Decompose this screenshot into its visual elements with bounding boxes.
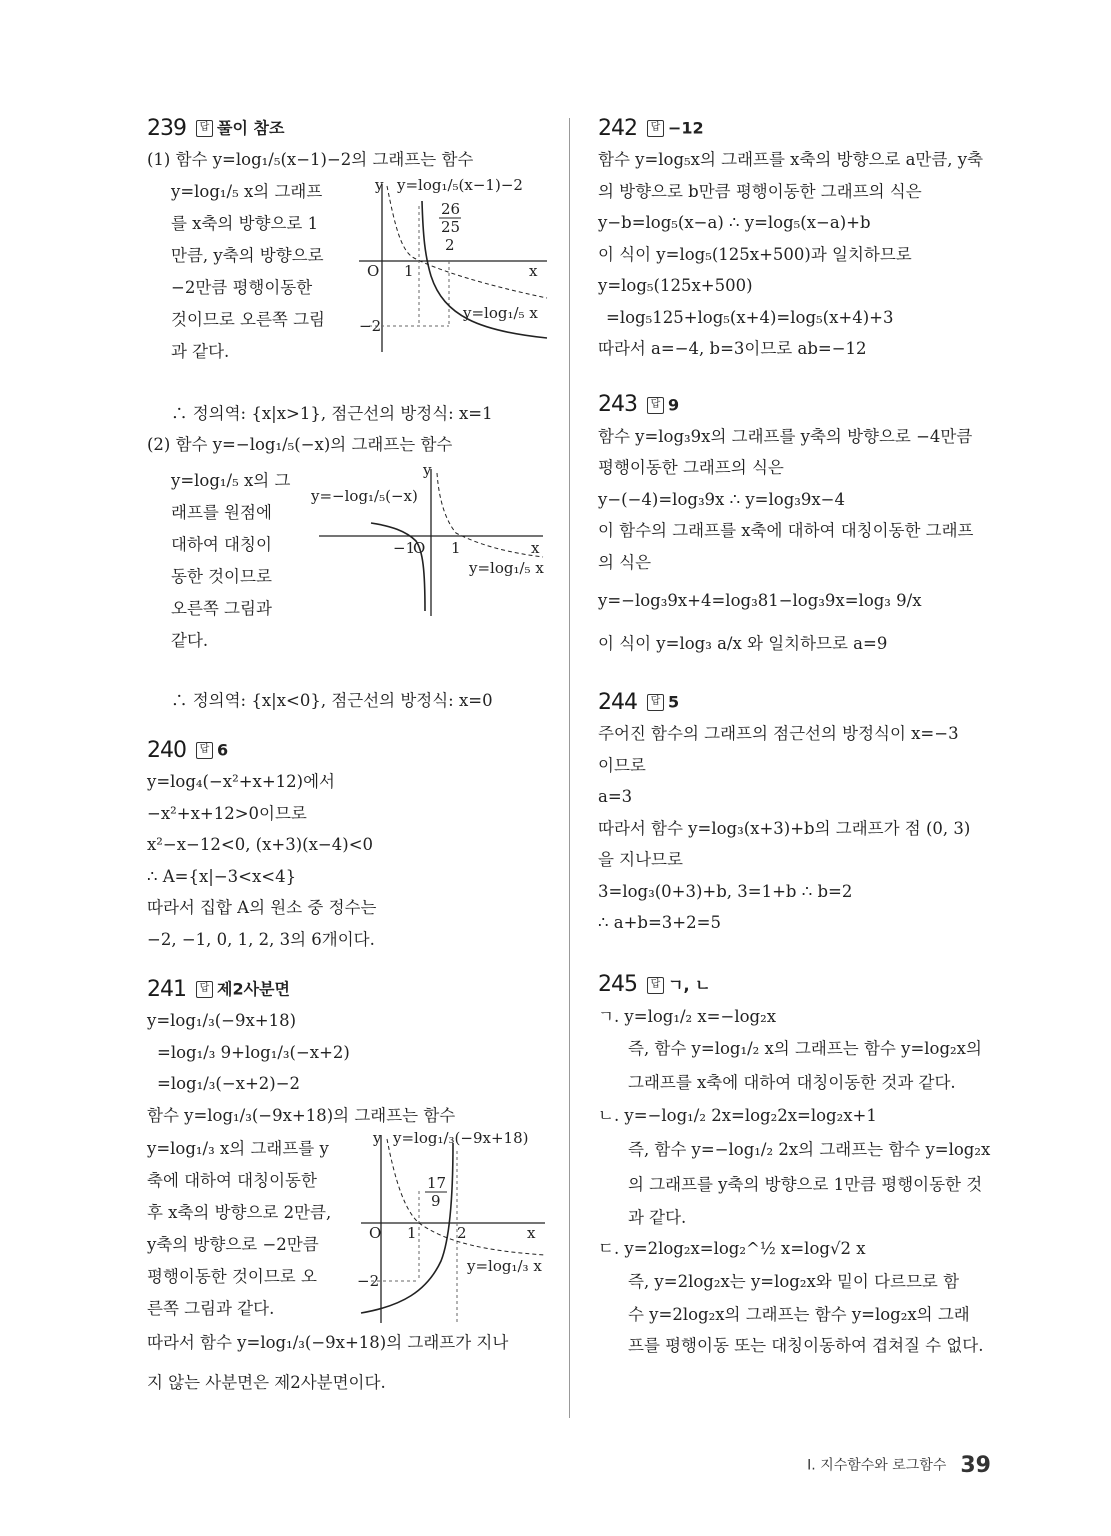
frac-denominator: 9	[431, 1192, 441, 1210]
text-line: 따라서 함수 y=log₃(x+3)+b의 그래프가 점 (0, 3)	[598, 818, 971, 838]
problem-239-part2	[147, 461, 547, 685]
curve-label: y=log₁/₅(x−1)−2	[397, 175, 523, 194]
text-line: y−b=log₅(x−a) ∴ y=log₅(x−a)+b	[598, 213, 871, 232]
text-line: 축에 대하여 대칭이동한	[147, 1171, 317, 1190]
text-line: ㄴ. y=−log₁/₂ 2x=log₂2x=log₂x+1	[598, 1106, 877, 1125]
tick-2: 2	[445, 235, 455, 254]
text-line: y=log₁/₃(−9x+18)	[147, 1011, 297, 1030]
problem-245-header	[598, 969, 998, 1001]
text-line: 후 x축의 방향으로 2만큼,	[147, 1203, 332, 1222]
text-line: 따라서 집합 A의 원소 중 정수는	[147, 898, 377, 917]
problem-number: 245	[598, 972, 637, 997]
tick-2: 2	[457, 1224, 467, 1242]
tick-minus2: −2	[359, 316, 382, 335]
page-footer	[807, 1453, 991, 1478]
text-line: ∴ 정의역: {x|x<0}, 점근선의 방정식: x=0	[171, 690, 493, 710]
tick-1: 1	[407, 1224, 417, 1242]
text-line: −2, −1, 0, 1, 2, 3의 6개이다.	[147, 929, 375, 949]
text-line: 과 같다.	[628, 1207, 687, 1227]
text-line: 지 않는 사분면은 제2사분면이다.	[147, 1372, 386, 1392]
axis-y-label: y	[373, 1131, 382, 1147]
text-line: y=log₁/₃ x의 그래프를 y	[147, 1139, 329, 1158]
text-line: 3=log₃(0+3)+b, 3=1+b ∴ b=2	[598, 881, 853, 901]
text-line: 만큼, y축의 방향으로	[171, 245, 324, 265]
axis-x-label: x	[527, 1224, 536, 1242]
answer-mark-icon: 답	[647, 977, 664, 994]
origin-label: O	[369, 1224, 382, 1242]
problem-242-header	[598, 112, 998, 144]
page-number: 39	[960, 1453, 991, 1478]
text-line: 과 같다.	[171, 341, 230, 361]
origin-label: O	[367, 261, 380, 280]
text-line: 을 지나므로	[598, 850, 683, 869]
text-line: 프를 평행이동 또는 대칭이동하여 겹쳐질 수 없다.	[628, 1336, 984, 1355]
text-line: ∴ A={x|−3<x<4}	[147, 866, 297, 886]
answer-mark-icon: 답	[196, 981, 213, 998]
left-column	[147, 112, 547, 1398]
problem-239-part1	[147, 176, 547, 398]
graph-239-1	[359, 176, 549, 356]
curve-label: y=−log₁/₅(−x)	[311, 486, 418, 505]
text-line: 것이므로 오른쪽 그림	[171, 309, 325, 329]
text-line: y−(−4)=log₃9x ∴ y=log₃9x−4	[598, 489, 846, 509]
problem-241-header	[147, 973, 547, 1005]
text-line: 이 식이 y=log₅(125x+500)과 일치하므로	[598, 244, 912, 264]
text-line: y=log₁/₅ x의 그	[171, 470, 291, 490]
problem-number: 240	[147, 737, 186, 763]
answer-mark-icon: 답	[647, 397, 664, 414]
text-line: 의 방향으로 b만큼 평행이동한 그래프의 식은	[598, 181, 922, 201]
text-line: 즉, 함수 y=−log₁/₂ 2x의 그래프는 함수 y=log₂x	[628, 1139, 991, 1159]
answer-mark-icon: 답	[647, 694, 664, 711]
text-line: 이 식이 y=log₃ a/x 와 일치하므로 a=9	[598, 634, 888, 653]
axis-y-label: y	[375, 175, 384, 194]
column-divider	[569, 118, 570, 1418]
text-line: x²−x−12<0, (x+3)(x−4)<0	[147, 835, 374, 854]
tick-1: 1	[451, 538, 461, 557]
problem-number: 243	[598, 392, 637, 417]
text-line: =log₁/₃ 9+log₁/₃(−x+2)	[157, 1042, 350, 1062]
answer-text: 풀이 참조	[217, 118, 285, 138]
problem-240-header	[147, 734, 547, 766]
graph-241	[357, 1131, 547, 1327]
text-line: 즉, 함수 y=log₁/₂ x의 그래프는 함수 y=log₂x의	[628, 1039, 982, 1058]
answer-text: ㄱ, ㄴ	[668, 975, 711, 994]
tick-minus1: −1	[393, 538, 416, 557]
text-line: ㄷ. y=2log₂x=log₂^½ x=log√2 x	[598, 1239, 866, 1258]
text-line: 함수 y=log₁/₃(−9x+18)의 그래프는 함수	[147, 1105, 456, 1125]
text-line: 의 식은	[598, 552, 652, 572]
text-line: −x²+x+12>0이므로	[147, 803, 307, 823]
text-line: 따라서 a=−4, b=3이므로 ab=−12	[598, 339, 867, 358]
text-line: y=log₅(125x+500)	[598, 276, 753, 295]
text-line: 른쪽 그림과 같다.	[147, 1299, 275, 1318]
problem-number: 242	[598, 115, 637, 141]
text-line: 대하여 대칭이	[171, 534, 272, 554]
text-line: 래프를 원점에	[171, 502, 272, 522]
text-line: 이므로	[598, 755, 646, 775]
text-line: y=−log₃9x+4=log₃81−log₃9x=log₃ 9/x	[598, 591, 922, 610]
text-line: y=log₁/₅ x의 그래프	[171, 181, 323, 201]
answer-mark-icon: 답	[196, 120, 213, 137]
text-line: 주어진 함수의 그래프의 점근선의 방정식이 x=−3	[598, 724, 959, 743]
axis-y-label: y	[423, 460, 432, 479]
frac-denominator: 25	[441, 217, 461, 236]
text-line: (1) 함수 y=log₁/₅(x−1)−2의 그래프는 함수	[147, 150, 474, 169]
text-line: ∴ 정의역: {x|x>1}, 점근선의 방정식: x=1	[171, 403, 493, 423]
text-line: −2만큼 평행이동한	[171, 277, 313, 297]
text-line: y축의 방향으로 −2만큼	[147, 1235, 319, 1254]
text-line: 같다.	[171, 630, 209, 650]
text-line: 이 함수의 그래프를 x축에 대하여 대칭이동한 그래프	[598, 521, 974, 540]
text-line: =log₅125+log₅(x+4)=log₅(x+4)+3	[606, 307, 894, 327]
text-line: 동한 것이므로	[171, 566, 272, 586]
curve-label: y=log₁/₃(−9x+18)	[393, 1131, 529, 1147]
answer-text: −12	[668, 118, 704, 138]
text-line: y=log₄(−x²+x+12)에서	[147, 772, 335, 791]
tick-1: 1	[404, 261, 414, 280]
text-line: ㄱ. y=log₁/₂ x=−log₂x	[598, 1006, 777, 1026]
text-line: 즉, y=2log₂x는 y=log₂x와 밑이 다르므로 함	[628, 1271, 960, 1291]
axis-x-label: x	[531, 538, 540, 557]
frac-numerator: 26	[441, 199, 461, 218]
text-line: ∴ a+b=3+2=5	[598, 913, 721, 932]
origin-label: O	[413, 538, 426, 557]
answer-text: 5	[668, 692, 680, 712]
problem-241-graph-block	[147, 1131, 547, 1327]
curve-label: y=log₁/₅ x	[463, 303, 538, 322]
curve-label: y=log₁/₅ x	[469, 558, 544, 577]
right-column	[598, 112, 998, 1362]
tick-minus2: −2	[357, 1272, 380, 1290]
text-line: 오른쪽 그림과	[171, 598, 272, 618]
frac-numerator: 17	[427, 1174, 447, 1192]
problem-number: 239	[147, 115, 186, 141]
text-line: 함수 y=log₅x의 그래프를 x축의 방향으로 a만큼, y축	[598, 150, 984, 169]
text-line: 의 그래프를 y축의 방향으로 1만큼 평행이동한 것	[628, 1174, 983, 1194]
graph-239-2	[311, 461, 547, 621]
text-line: 평행이동한 것이므로 오	[147, 1267, 317, 1286]
text-line: 수 y=2log₂x의 그래프는 함수 y=log₂x의 그래	[628, 1304, 970, 1324]
answer-text: 제2사분면	[217, 979, 290, 999]
text-line: 따라서 함수 y=log₁/₃(−9x+18)의 그래프가 지나	[147, 1333, 509, 1352]
answer-text: 9	[668, 395, 680, 414]
text-line: a=3	[598, 787, 633, 806]
chapter-title: I. 지수함수와 로그함수	[807, 1457, 947, 1474]
problem-number: 241	[147, 976, 186, 1002]
text-line: 그래프를 x축에 대하여 대칭이동한 것과 같다.	[628, 1073, 956, 1092]
problem-244-header	[598, 686, 998, 718]
answer-text: 6	[217, 740, 229, 760]
axis-x-label: x	[529, 261, 538, 280]
problem-243-header	[598, 389, 998, 421]
text-line: =log₁/₃(−x+2)−2	[157, 1074, 301, 1093]
problem-number: 244	[598, 689, 637, 715]
curve-label: y=log₁/₃ x	[467, 1257, 542, 1275]
answer-mark-icon: 답	[647, 120, 664, 137]
text-line: (2) 함수 y=−log₁/₅(−x)의 그래프는 함수	[147, 435, 453, 454]
answer-mark-icon: 답	[196, 742, 213, 759]
text-line: 평행이동한 그래프의 식은	[598, 458, 784, 477]
text-line: 를 x축의 방향으로 1	[171, 213, 319, 233]
text-line: 함수 y=log₃9x의 그래프를 y축의 방향으로 −4만큼	[598, 426, 973, 446]
problem-239-header	[147, 112, 547, 144]
